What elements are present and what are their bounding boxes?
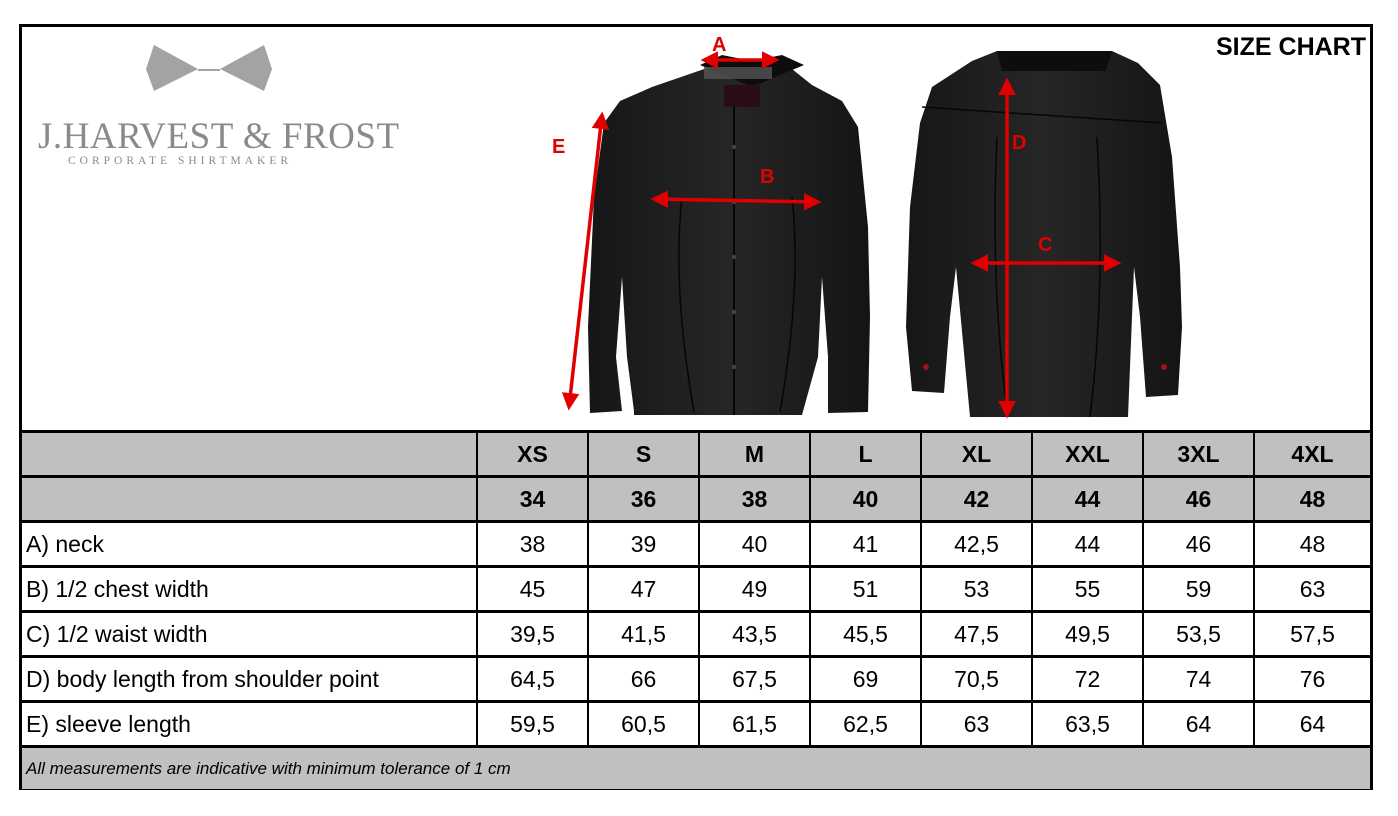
brand-subtitle: CORPORATE SHIRTMAKER [68,155,293,167]
row-label: B) 1/2 chest width [22,567,477,612]
size-3xl: 3XL [1143,432,1254,477]
brand-name: J.HARVEST & FROST [38,116,400,157]
header-empty-cell [22,432,477,477]
row-label: A) neck [22,522,477,567]
table-cell: 45 [477,567,588,612]
shirt-measurement-diagram [22,27,1370,430]
table-cell: 40 [699,522,810,567]
front-shirt [588,55,870,415]
size-4xl: 4XL [1254,432,1370,477]
row-label: C) 1/2 waist width [22,612,477,657]
size-number: 42 [921,477,1032,522]
table-cell: 43,5 [699,612,810,657]
label-d: D [1012,132,1027,154]
table-cell: 42,5 [921,522,1032,567]
size-number-row [22,477,1370,522]
table-cell: 39,5 [477,612,588,657]
size-number: 40 [810,477,921,522]
table-row-sleeve [22,702,1370,747]
label-e: E [552,136,566,158]
size-xs: XS [477,432,588,477]
table-cell: 62,5 [810,702,921,747]
size-l: L [810,432,921,477]
table-cell: 57,5 [1254,612,1370,657]
page-title: SIZE CHART [1216,33,1366,61]
table-cell: 48 [1254,522,1370,567]
row-label: E) sleeve length [22,702,477,747]
table-cell: 49 [699,567,810,612]
size-number: 38 [699,477,810,522]
table-cell: 63 [1254,567,1370,612]
size-m: M [699,432,810,477]
table-cell: 67,5 [699,657,810,702]
size-number: 44 [1032,477,1143,522]
row-label: D) body length from shoulder point [22,657,477,702]
table-cell: 63,5 [1032,702,1143,747]
label-a: A [712,34,727,56]
table-cell: 49,5 [1032,612,1143,657]
table-cell: 69 [810,657,921,702]
table-row-chest [22,567,1370,612]
size-number: 46 [1143,477,1254,522]
table-cell: 59,5 [477,702,588,747]
size-chart-frame [19,24,1373,790]
table-cell: 70,5 [921,657,1032,702]
table-cell: 55 [1032,567,1143,612]
table-cell: 53 [921,567,1032,612]
size-number: 34 [477,477,588,522]
table-cell: 46 [1143,522,1254,567]
table-cell: 44 [1032,522,1143,567]
table-cell: 66 [588,657,699,702]
table-cell: 61,5 [699,702,810,747]
table-cell: 47 [588,567,699,612]
size-letter-row [22,432,1370,477]
size-xxl: XXL [1032,432,1143,477]
table-cell: 64 [1254,702,1370,747]
table-cell: 60,5 [588,702,699,747]
size-xl: XL [921,432,1032,477]
size-s: S [588,432,699,477]
table-cell: 63 [921,702,1032,747]
table-cell: 76 [1254,657,1370,702]
table-cell: 59 [1143,567,1254,612]
footnote: All measurements are indicative with minimum tolerance of 1 cm [22,747,1370,790]
table-cell: 53,5 [1143,612,1254,657]
table-cell: 51 [810,567,921,612]
label-c: C [1038,234,1053,256]
table-row-body-length [22,657,1370,702]
table-cell: 64 [1143,702,1254,747]
footnote-row [22,747,1370,790]
header-empty-cell [22,477,477,522]
table-row-neck [22,522,1370,567]
table-cell: 41,5 [588,612,699,657]
size-table [22,430,1370,789]
size-number: 48 [1254,477,1370,522]
table-cell: 64,5 [477,657,588,702]
label-b: B [760,166,775,188]
table-cell: 38 [477,522,588,567]
table-cell: 41 [810,522,921,567]
size-number: 36 [588,477,699,522]
table-cell: 74 [1143,657,1254,702]
table-cell: 72 [1032,657,1143,702]
table-cell: 47,5 [921,612,1032,657]
table-row-waist [22,612,1370,657]
illustration-area [22,27,1370,430]
table-cell: 45,5 [810,612,921,657]
table-cell: 39 [588,522,699,567]
